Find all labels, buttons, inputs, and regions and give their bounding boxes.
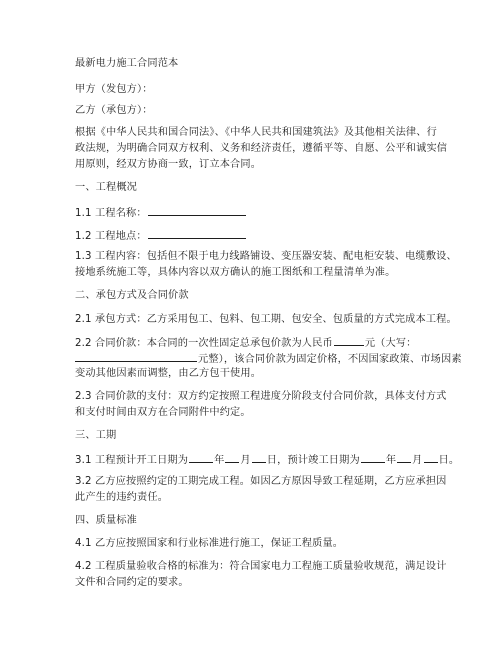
end-year-unit: 年 [385,455,397,466]
scope-line-2: 接地系统施工等，具体内容以双方确认的施工图纸和工程量清单为准。 [75,267,396,278]
delay-line-2: 此产生的违约责任。 [75,492,169,503]
section-heading-schedule: 三、工期 [75,430,117,441]
contract-price-line-3: 变动其他因素而调整，由乙方包干使用。 [75,368,262,379]
schedule-text-c: 日。 [438,455,460,466]
section-heading-quality: 四、质量标准 [75,515,138,526]
contract-price-text-b: 元（大写： [364,338,417,349]
start-month-unit: 月 [240,455,251,466]
end-day-blank [424,452,438,463]
contract-price-line-1 [75,335,475,351]
party-a-line: 甲方（发包方）： [75,84,153,95]
preamble-line-3: 用原则，经双方协商一致，订立本合同。 [75,159,262,170]
contract-price-amount-blank [334,335,364,346]
section-heading-contract-mode: 二、承包方式及合同价款 [75,290,189,301]
contract-price-words-blank [75,351,197,362]
contract-price-text-c: 元整），该合同价款为固定价格，不因国家政策、市场因素 [198,354,462,365]
start-year-unit: 年 [214,455,225,466]
schedule-line [75,452,475,468]
project-name-label: 1.1 工程名称： [75,208,147,219]
contract-price-text-a: 2.2 合同价款：本合同的一次性固定总承包价款为人民币 [75,338,333,349]
end-month-unit: 月 [412,455,423,466]
schedule-text-b: 日，预计竣工日期为 [266,455,360,466]
section-heading-overview: 一、工程概况 [75,182,138,193]
preamble-line-2: 政法规，为明确合同双方权利、义务和经济责任，遵循平等、自愿、公平和诚实信 [75,143,448,154]
payment-line-2: 和支付时间由双方在合同附件中约定。 [75,407,251,418]
start-day-blank [252,452,266,463]
scope-line-1: 1.3 工程内容：包括但不限于电力线路铺设、变压器安装、配电柜安装、电缆敷设、 [75,251,457,262]
end-month-blank [397,452,411,463]
schedule-text-a: 3.1 工程预计开工日期为 [75,455,189,466]
party-b-line: 乙方（承包方）： [75,105,153,116]
start-month-blank [225,452,239,463]
acceptance-line-2: 文件和合同约定的要求。 [75,577,189,588]
project-name-line [75,205,475,221]
contract-price-line-2 [75,351,475,367]
end-year-blank [361,452,385,463]
preamble-line-1: 根据《中华人民共和国合同法》、《中华人民共和国建筑法》及其他相关法律、行 [75,127,437,138]
acceptance-line-1: 4.2 工程质量验收合格的标准为：符合国家电力工程施工质量验收规范，满足设计 [75,561,447,572]
project-site-label: 1.2 工程地点： [75,231,147,242]
payment-line-1: 2.3 合同价款的支付：双方约定按照工程进度分阶段支付合同价款，具体支付方式 [75,391,447,402]
project-site-line [75,228,475,244]
document-title: 最新电力施工合同范本 [75,58,179,69]
contract-mode-line: 2.1 承包方式：乙方采用包工、包料、包工期、包安全、包质量的方式完成本工程。 [75,314,457,325]
start-year-blank [189,452,213,463]
quality-standard-line: 4.1 乙方应按照国家和行业标准进行施工，保证工程质量。 [75,538,344,549]
project-name-blank [148,205,246,216]
project-site-blank [148,228,246,239]
delay-line-1: 3.2 乙方应按照约定的工期完成工程。如因乙方原因导致工程延期，乙方应承担因 [75,476,447,487]
